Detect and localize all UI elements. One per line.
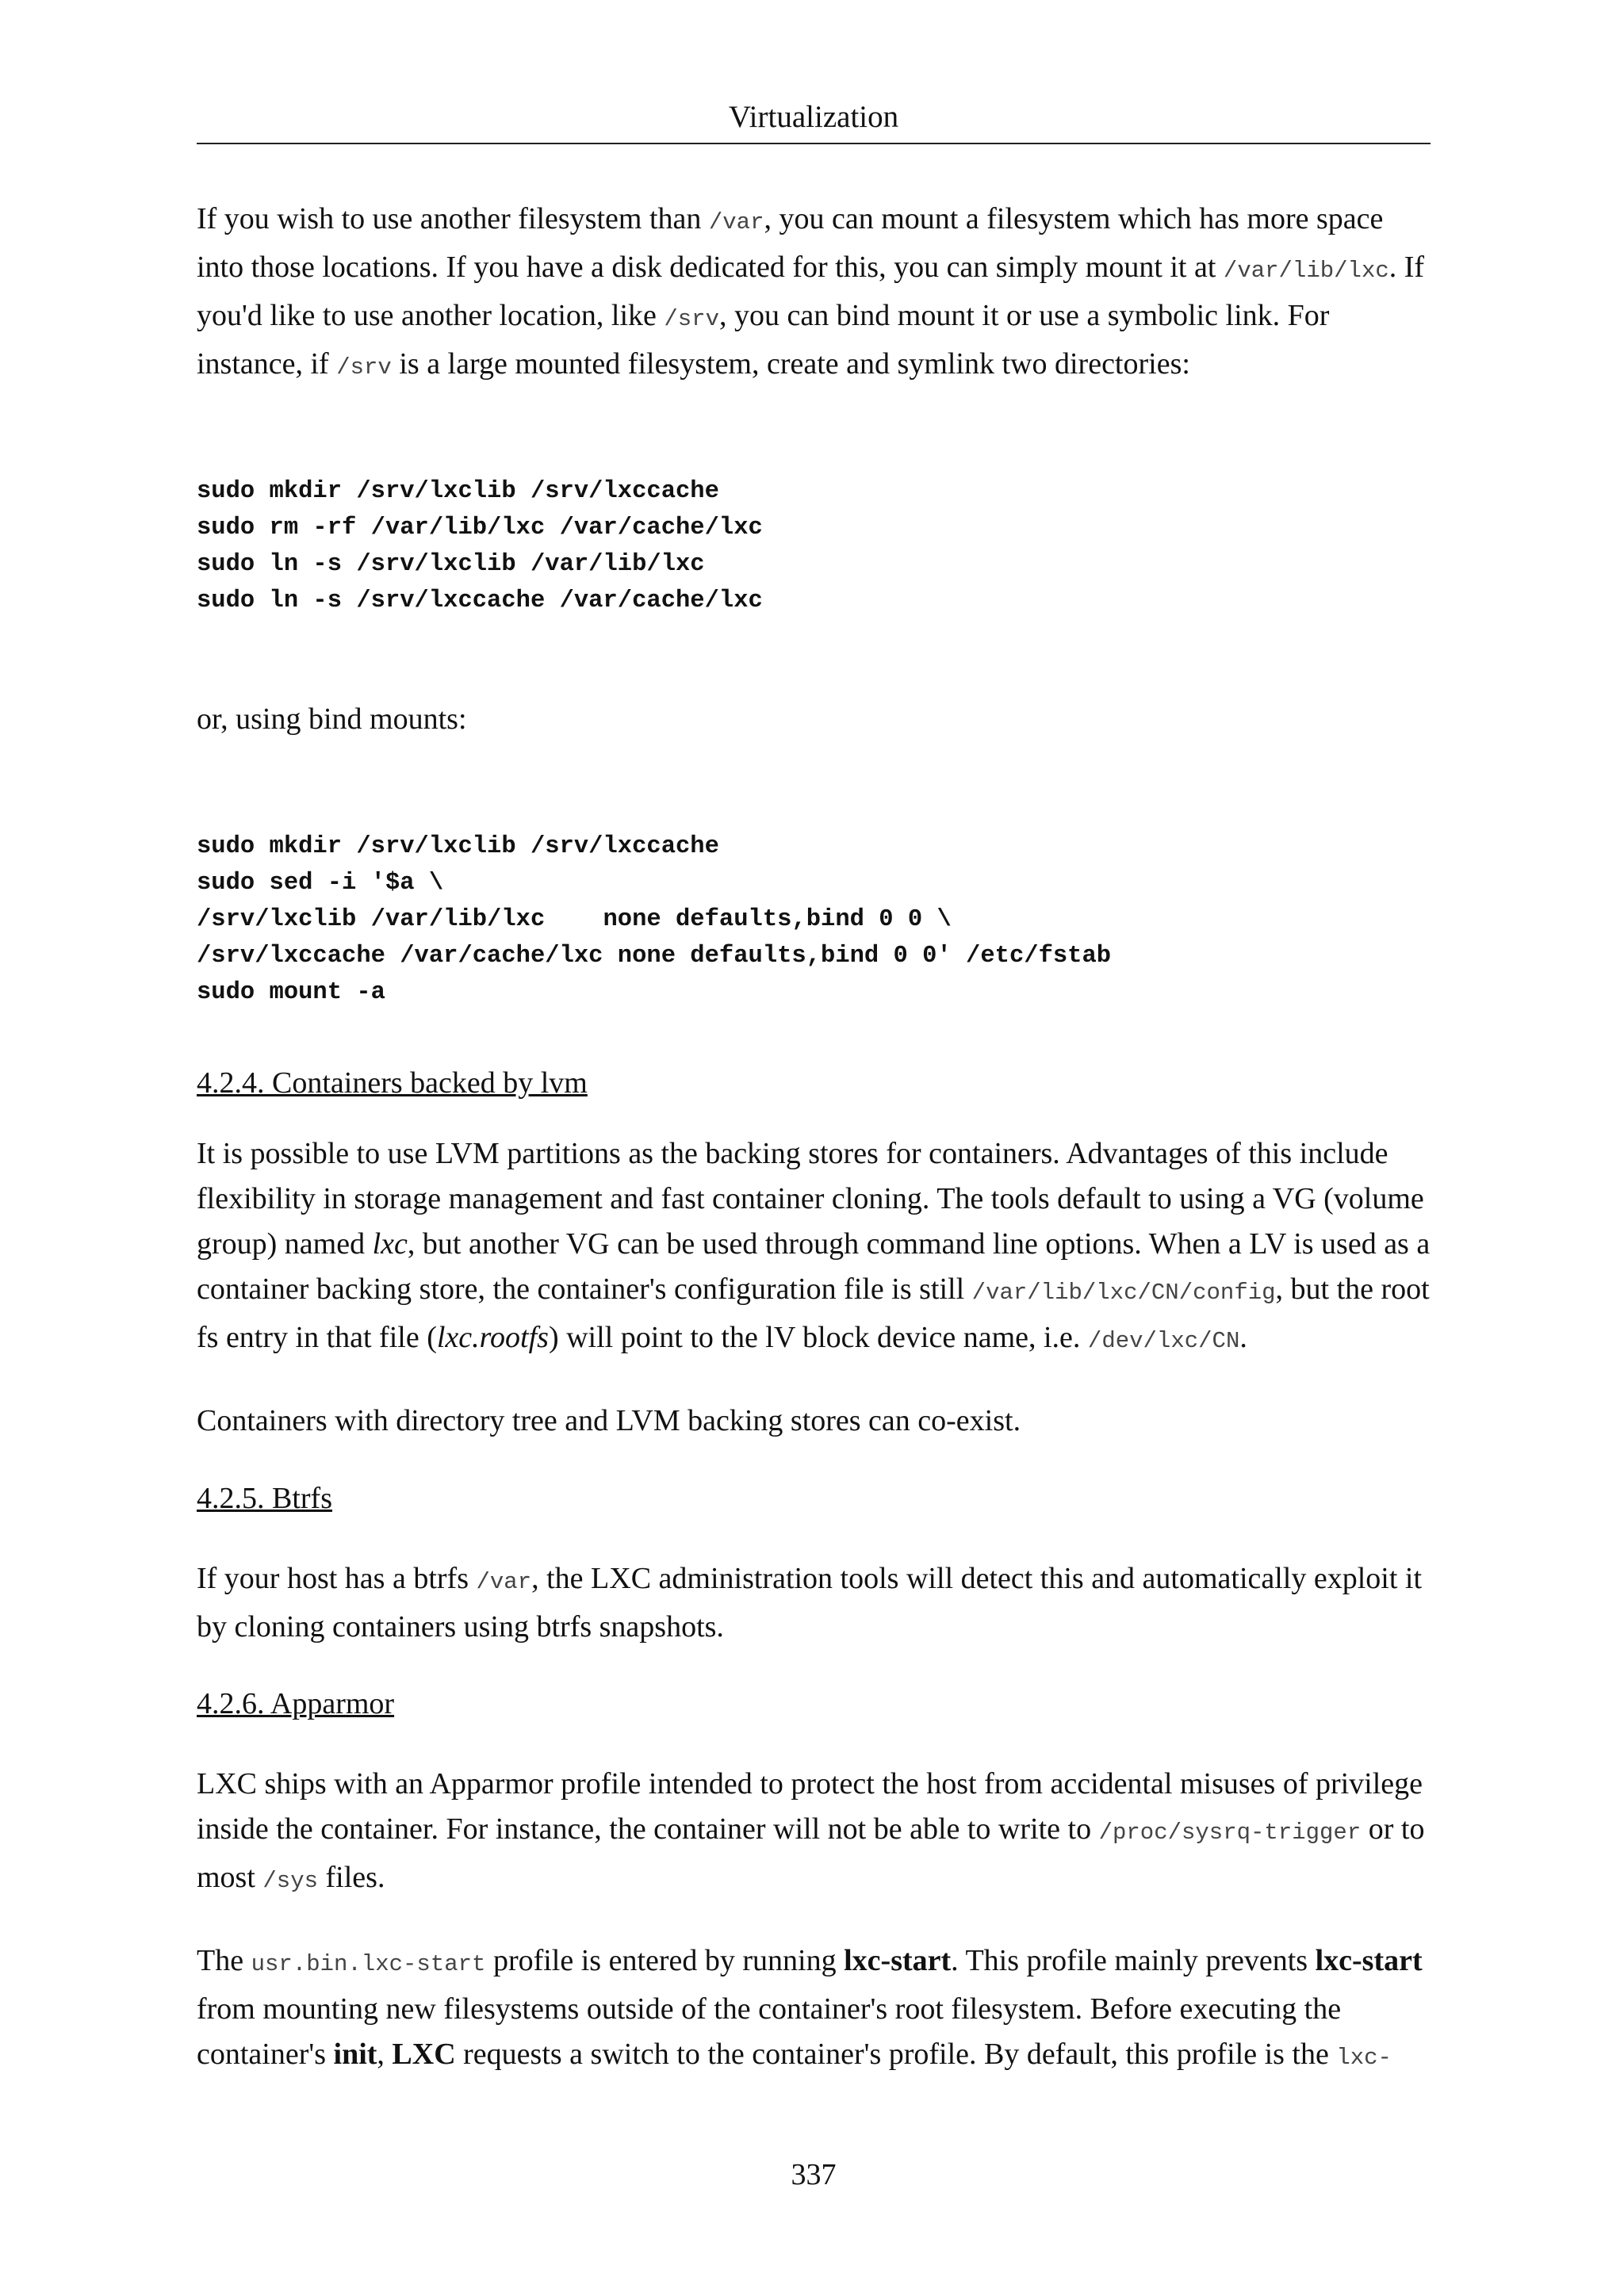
inline-code: /var bbox=[476, 1569, 532, 1595]
bold-text: lxc-start bbox=[844, 1944, 952, 1977]
text: If you wish to use another filesystem than bbox=[197, 202, 709, 235]
inline-code: /proc/sysrq-trigger bbox=[1098, 1820, 1362, 1846]
text: files. bbox=[318, 1861, 385, 1894]
paragraph-lxc-start-profile bbox=[197, 1938, 1431, 2080]
text: or to most bbox=[197, 1812, 1425, 1894]
section-heading-lvm: 4.2.4. Containers backed by lvm bbox=[197, 1066, 588, 1100]
inline-code: /srv bbox=[336, 354, 392, 381]
code-block-bind-mounts: sudo mkdir /srv/lxclib /srv/lxccache sudo sed -i '$a \ /srv/lxclib /var/lib/lxc none defaults,bind 0 0 \ /srv/lxccache /var/cache/lxc none defaults,bind 0 0' /etc/fstab sudo mount -a bbox=[197, 833, 1112, 1006]
text: LXC ships with an Apparmor profile intended to protect the host from accidental misuses of privilege inside the container. For instance, the container will not be able to write to bbox=[197, 1767, 1423, 1846]
paragraph-btrfs bbox=[197, 1556, 1431, 1650]
text: . This profile mainly prevents bbox=[951, 1944, 1316, 1977]
text: . If you'd like to use another location, like bbox=[197, 251, 1425, 332]
inline-code: /srv bbox=[664, 306, 719, 332]
inline-code: /var/lib/lxc/CN/config bbox=[971, 1280, 1276, 1306]
paragraph-filesystem-location bbox=[197, 197, 1431, 390]
section-heading-apparmor: 4.2.6. Apparmor bbox=[197, 1687, 395, 1720]
header-divider bbox=[197, 143, 1431, 144]
bold-text: lxc-start bbox=[1315, 1944, 1423, 1977]
text: requests a switch to the container's profile. By default, this profile is the bbox=[455, 2038, 1337, 2071]
section-heading-btrfs: 4.2.5. Btrfs bbox=[197, 1482, 332, 1515]
text: profile is entered by running bbox=[485, 1944, 845, 1977]
text: It is possible to use LVM partitions as the backing stores for containers. Advantages of this include flexibility in storage management and fast container cloning. The tools default to using a VG (volume group) named bbox=[197, 1137, 1424, 1261]
inline-code: /sys bbox=[262, 1868, 319, 1894]
italic-text: lxc bbox=[372, 1227, 408, 1261]
running-header: Virtualization bbox=[728, 100, 899, 134]
text: The bbox=[197, 1944, 251, 1977]
text: , but the root fs entry in that file ( bbox=[197, 1272, 1430, 1354]
inline-code: lxc- bbox=[1336, 2045, 1392, 2071]
text: , bbox=[377, 2038, 393, 2071]
inline-code: usr.bin.lxc-start bbox=[251, 1951, 486, 1977]
text: , you can bind mount it or use a symbolic link. For instance, if bbox=[197, 299, 1330, 381]
inline-code: /dev/lxc/CN bbox=[1087, 1328, 1240, 1354]
text: If your host has a btrfs bbox=[197, 1562, 477, 1595]
bold-text: LXC bbox=[392, 2038, 456, 2071]
text: , the LXC administration tools will detect this and automatically exploit it by cloning containers using btrfs snapshots. bbox=[197, 1562, 1423, 1644]
text: , but another VG can be used through command line options. When a LV is used as a container backing store, the container's configuration file is still bbox=[197, 1227, 1431, 1306]
bold-text: init bbox=[333, 2038, 377, 2071]
text: is a large mounted filesystem, create and symlink two directories: bbox=[391, 347, 1190, 381]
page-number: 337 bbox=[791, 2158, 837, 2191]
paragraph-coexist: Containers with directory tree and LVM backing stores can co-exist. bbox=[197, 1404, 1021, 1437]
text: ) will point to the lV block device name, i.e. bbox=[548, 1321, 1088, 1354]
code-block-symlink: sudo mkdir /srv/lxclib /srv/lxccache sudo rm -rf /var/lib/lxc /var/cache/lxc sudo ln -s /srv/lxclib /var/lib/lxc sudo ln -s /srv/lxccache /var/cache/lxc bbox=[197, 478, 763, 614]
inline-code: /var bbox=[708, 209, 764, 235]
text: . bbox=[1239, 1321, 1247, 1354]
paragraph-bind-mounts: or, using bind mounts: bbox=[197, 702, 467, 736]
paragraph-lvm bbox=[197, 1131, 1431, 1364]
text: from mounting new filesystems outside of the container's root filesystem. Before executing the container's bbox=[197, 1992, 1342, 2071]
paragraph-apparmor bbox=[197, 1762, 1431, 1904]
italic-text: lxc.rootfs bbox=[436, 1321, 549, 1354]
page-content bbox=[197, 197, 1431, 2080]
inline-code: /var/lib/lxc bbox=[1223, 258, 1389, 284]
text: , you can mount a filesystem which has more space into those locations. If you have a disk dedicated for this, you can simply mount it at bbox=[197, 202, 1384, 284]
